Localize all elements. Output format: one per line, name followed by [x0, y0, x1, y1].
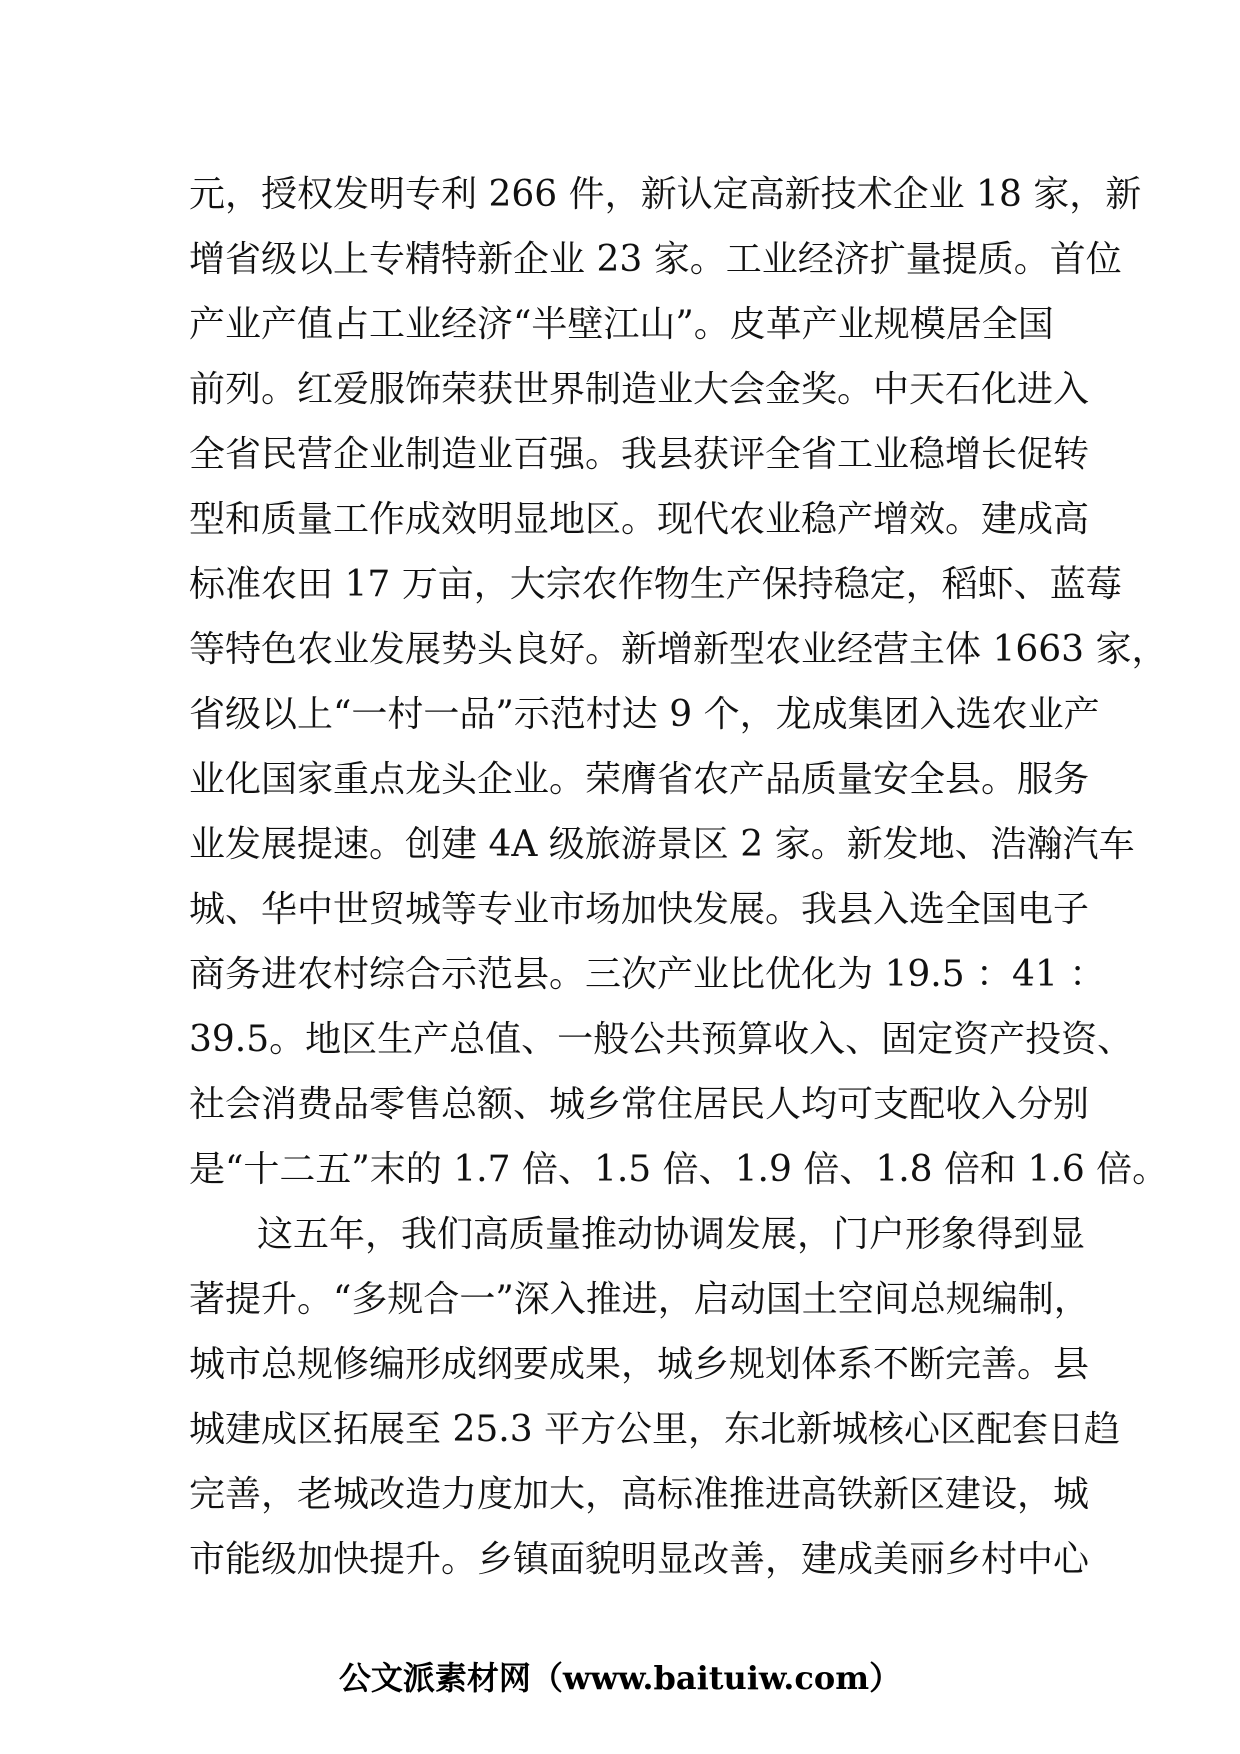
text-line: 完善，老城改造力度加大，高标准推进高铁新区建设，城 — [189, 1474, 1090, 1515]
text-line: 市能级加快提升。乡镇面貌明显改善，建成美丽乡村中心 — [189, 1539, 1090, 1580]
body-text — [189, 162, 1169, 1592]
text-line: 商务进农村综合示范县。三次产业比优化为 19.5 ：41 ： — [189, 954, 1106, 995]
text-line: 业发展提速。创建 4A 级旅游景区 2 家。新发地、浩瀚汽车 — [189, 824, 1135, 865]
text-line: 39.5。地区生产总值、一般公共预算收入、固定资产投资、 — [189, 1019, 1134, 1060]
text-line: 增省级以上专精特新企业 23 家。工业经济扩量提质。首位 — [189, 239, 1122, 280]
text-line: 标准农田 17 万亩，大宗农作物生产保持稳定，稻虾、蓝莓 — [189, 564, 1122, 605]
text-line: 产业产值占工业经济“半壁江山”。皮革产业规模居全国 — [189, 304, 1054, 345]
text-line: 著提升。“多规合一”深入推进，启动国土空间总规编制， — [189, 1279, 1090, 1320]
paragraph-start-line: 这五年，我们高质量推动协调发展，门户形象得到显 — [257, 1214, 1086, 1255]
text-line: 城、华中世贸城等专业市场加快发展。我县入选全国电子 — [189, 889, 1090, 930]
text-line: 省级以上“一村一品”示范村达 9 个，龙成集团入选农业产 — [189, 694, 1100, 735]
text-line: 城市总规修编形成纲要成果，城乡规划体系不断完善。县 — [189, 1344, 1090, 1385]
text-line: 元，授权发明专利 266 件，新认定高新技术企业 18 家，新 — [189, 174, 1142, 215]
text-line: 城建成区拓展至 25.3 平方公里，东北新城核心区配套日趋 — [189, 1409, 1121, 1450]
text-line: 业化国家重点龙头企业。荣膺省农产品质量安全县。服务 — [189, 759, 1090, 800]
text-line: 前列。红爱服饰荣获世界制造业大会金奖。中天石化进入 — [189, 369, 1090, 410]
text-line: 是“十二五”末的 1.7 倍、1.5 倍、1.9 倍、1.8 倍和 1.6 倍。 — [189, 1149, 1169, 1190]
text-line: 社会消费品零售总额、城乡常住居民人均可支配收入分别 — [189, 1084, 1090, 1125]
text-line: 等特色农业发展势头良好。新增新型农业经营主体 1663 家， — [189, 629, 1168, 670]
text-line: 全省民营企业制造业百强。我县获评全省工业稳增长促转 — [189, 434, 1090, 475]
text-line: 型和质量工作成效明显地区。现代农业稳产增效。建成高 — [189, 499, 1090, 540]
footer-watermark: 公文派素材网（www.baituiw.com） — [338, 1659, 902, 1697]
